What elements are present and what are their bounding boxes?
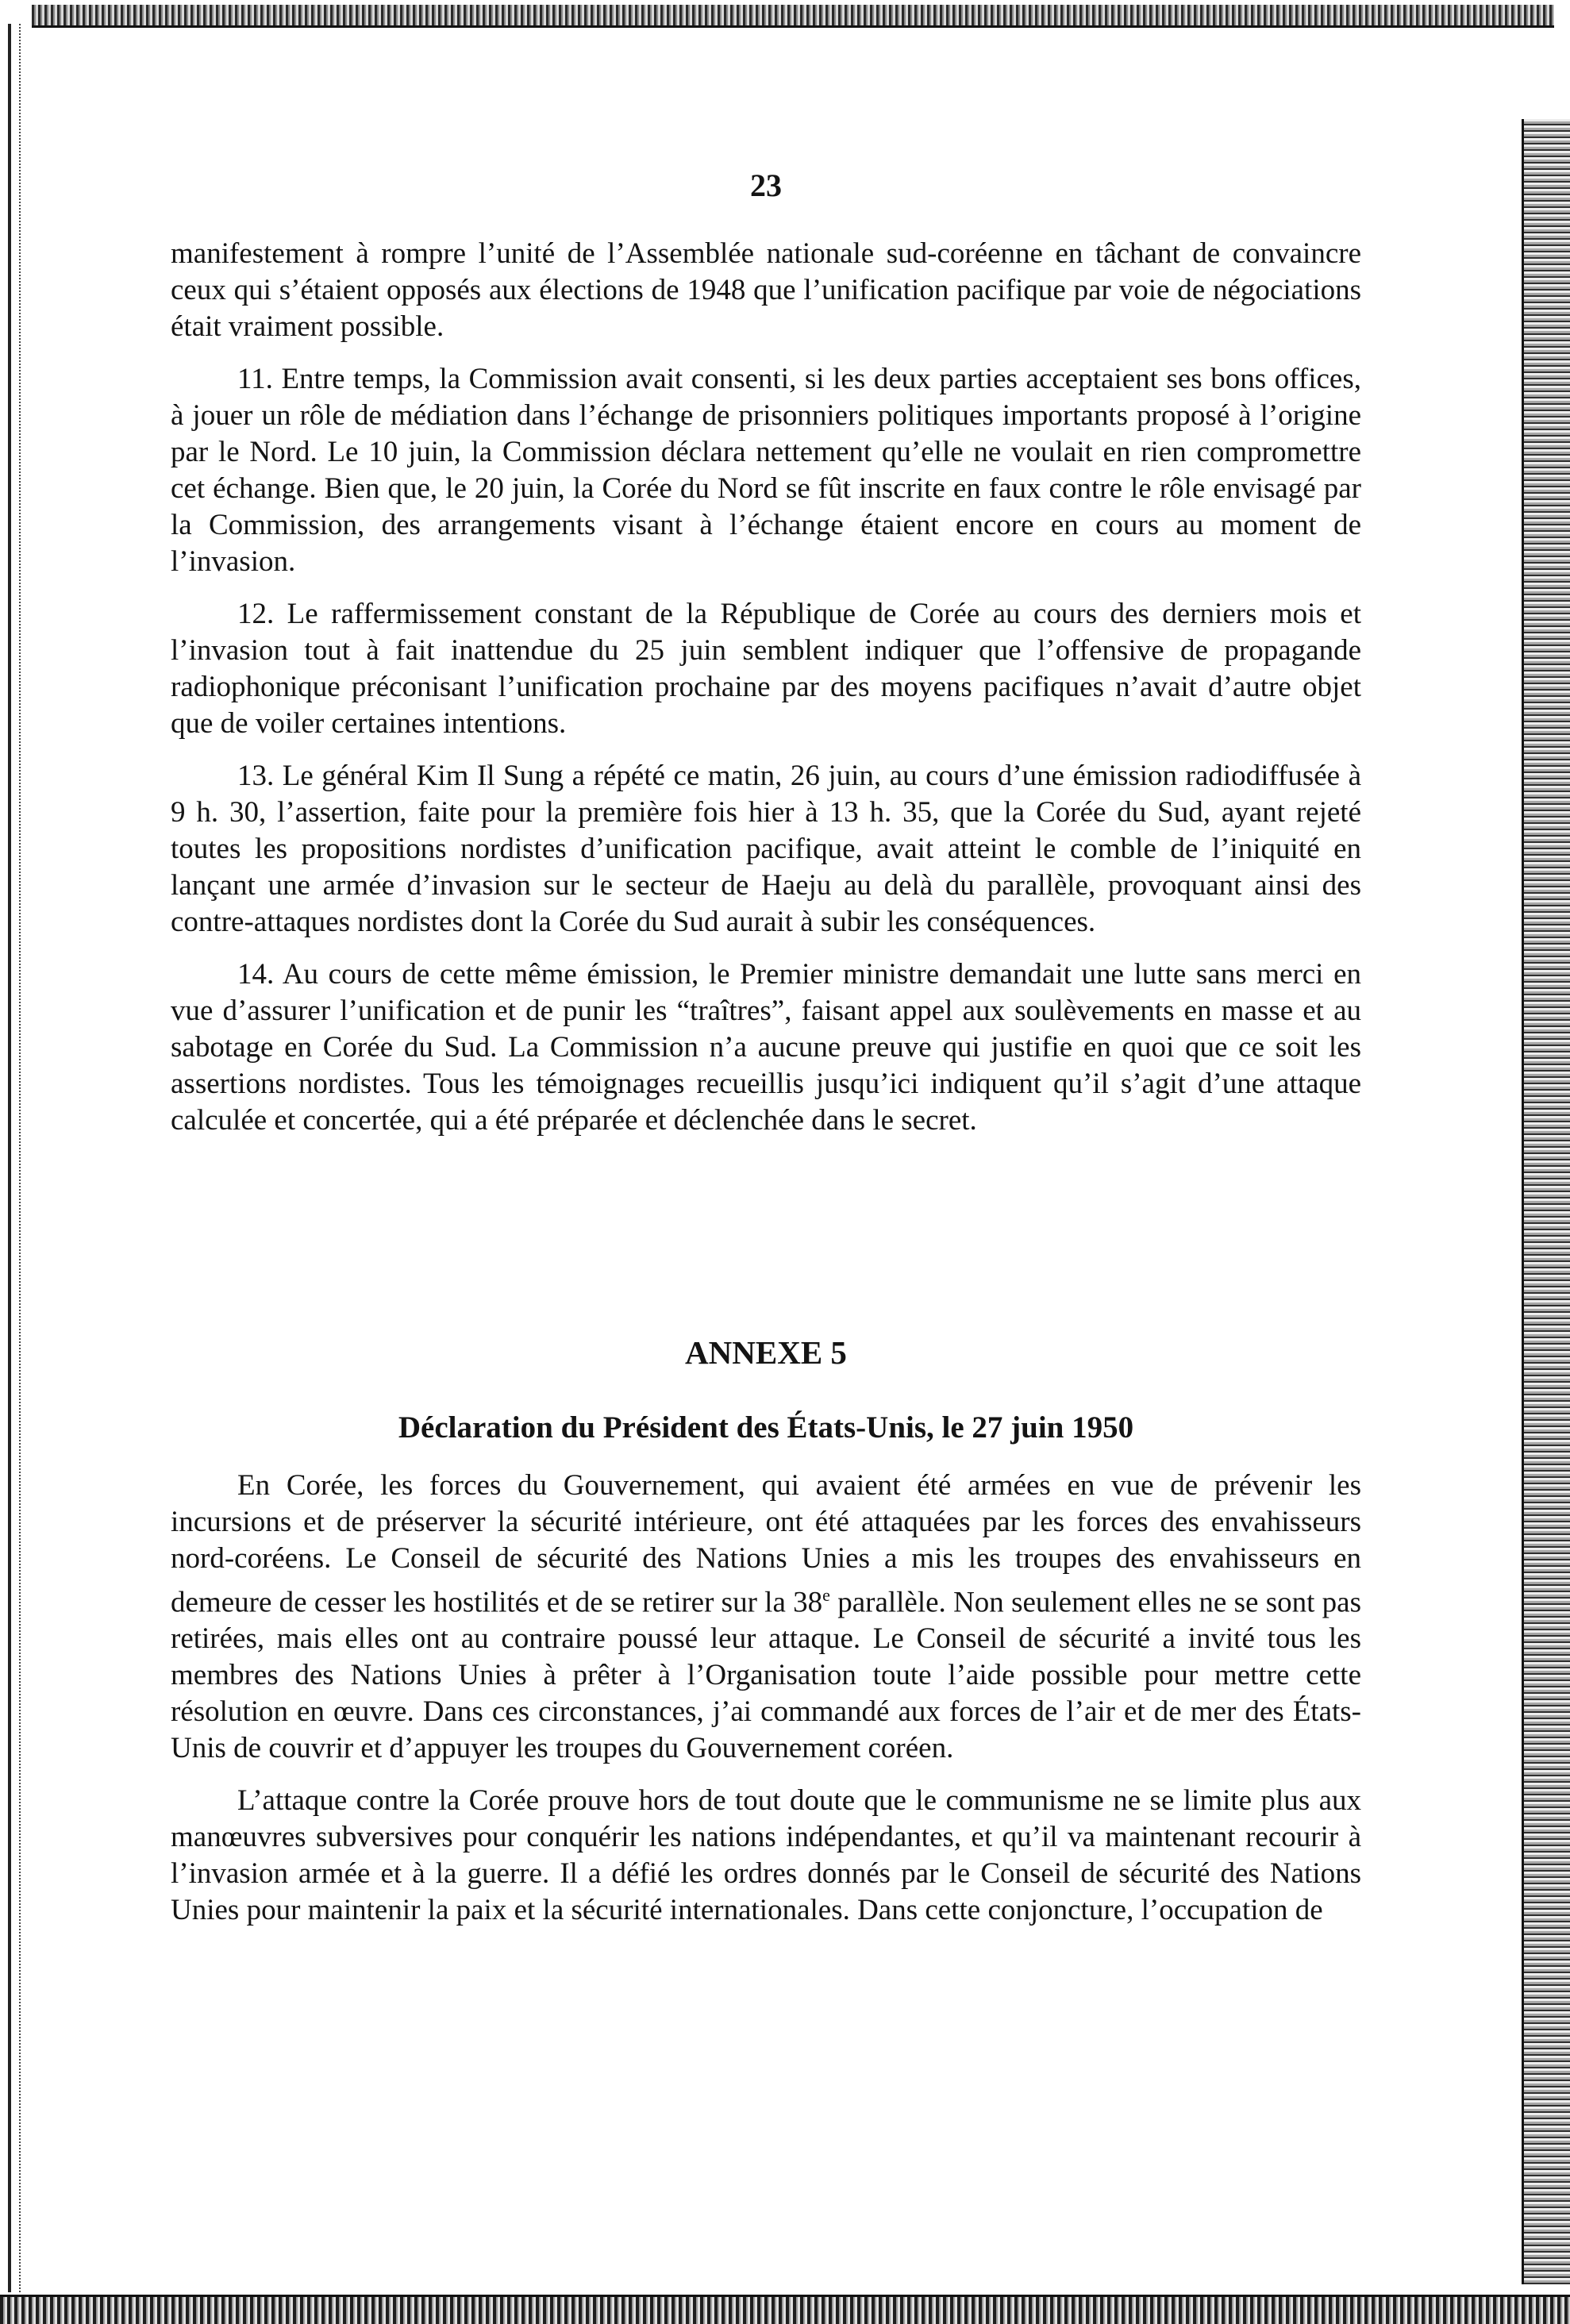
scan-edge-left (8, 24, 21, 2292)
paragraph-14: 14. Au cours de cette même émission, le Premier ministre demandait une lutte sans merci en vue d’assurer l’unification et de punir les “traîtres”, faisant appel aux soulèvements en masse et au sabotage en Corée du Sud. La Commission n’a aucune preuve qui justifie en quoi que ce soit les assertions nordistes. Tous les témoignages recueillis jusqu’ici indiquent qu’il s’agit d’une attaque calculée et concertée, qui a été préparée et déclenchée dans le secret. (171, 958, 1361, 1137)
annex-paragraph-1-part-a: En Corée, les forces du Gouvernement, qui avaient été armées en vue de prévenir les incursions et de préserver la sécurité intérieure, ont été attaquées par les forces des envahisseurs nord-coréens. Le Conseil de sécurité des Nations Unies a mis les troupes des envahisseurs en demeure de cesser les hostilités et de se retirer sur la 38 (171, 1469, 1361, 1619)
scan-edge-bottom (0, 2295, 1570, 2324)
scan-edge-right (1522, 119, 1570, 2284)
annex-paragraph-2: L’attaque contre la Corée prouve hors de tout doute que le communisme ne se limite plus aux manœuvres subversives pour conquérir les nations indépendantes, et qu’il va maintenant recourir à l’invasion armée et à la guerre. Il a défié les ordres donnés par le Conseil de sécurité des Nations Unies pour maintenir la paix et la sécurité internationales. Dans cette conjoncture, l’occupation de (171, 1784, 1361, 1927)
document-page (171, 167, 1361, 1945)
scan-edge-top (32, 5, 1554, 28)
annex-paragraph-1-part-b: parallèle. Non seulement elles ne se sont pas retirées, mais elles ont au contraire poussé leur attaque. Le Conseil de sécurité a invité tous les membres des Nations Unies à prêter à l’Organisation toute l’aide possible pour mettre cette résolution en œuvre. Dans ces circonstances, j’ai commandé aux forces de l’air et de mer des États-Unis de couvrir et d’appuyer les troupes du Gouvernement coréen. (171, 1586, 1361, 1765)
paragraph-continuation: manifestement à rompre l’unité de l’Assemblée nationale sud-coréenne en tâchant de convaincre ceux qui s’étaient opposés aux élections de 1948 que l’unification pacifique par voie de négociations était vraiment possible. (171, 237, 1361, 343)
paragraph-13: 13. Le général Kim Il Sung a répété ce matin, 26 juin, au cours d’une émission radiodiffusée à 9 h. 30, l’assertion, faite pour la première fois hier à 13 h. 35, que la Corée du Sud, ayant rejeté toutes les propositions nordistes d’unification pacifique, avait atteint le comble de l’iniquité en lançant une armée d’invasion sur le secteur de Haeju au delà du parallèle, provoquant ainsi des contre-attaques nordistes dont la Corée du Sud aurait à subir les conséquences. (171, 760, 1361, 938)
annex-heading: ANNEXE 5 (685, 1334, 847, 1371)
paragraph-11: 11. Entre temps, la Commission avait consenti, si les deux parties acceptaient ses bons offices, à jouer un rôle de médiation dans l’échange de prisonniers politiques importants proposé à l’origine par le Nord. Le 10 juin, la Commission déclara nettement qu’elle ne voulait en rien compromettre cet échange. Bien que, le 20 juin, la Corée du Nord se fût inscrite en faux contre le rôle envisagé par la Commission, des arrangements visant à l’échange étaient encore en cours au moment de l’invasion. (171, 363, 1361, 578)
annex-paragraph-1 (171, 1468, 1361, 1767)
paragraph-12: 12. Le raffermissement constant de la République de Corée au cours des derniers mois et l’invasion tout à fait inattendue du 25 juin semblent indiquer que l’offensive de propagande radiophonique préconisant l’unification prochaine par des moyens pacifiques n’avait d’autre objet que de voiler certaines intentions. (171, 598, 1361, 740)
annex-subtitle: Déclaration du Président des États-Unis, le 27 juin 1950 (398, 1410, 1134, 1445)
page-number: 23 (750, 167, 782, 203)
ordinal-superscript: e (822, 1585, 830, 1605)
